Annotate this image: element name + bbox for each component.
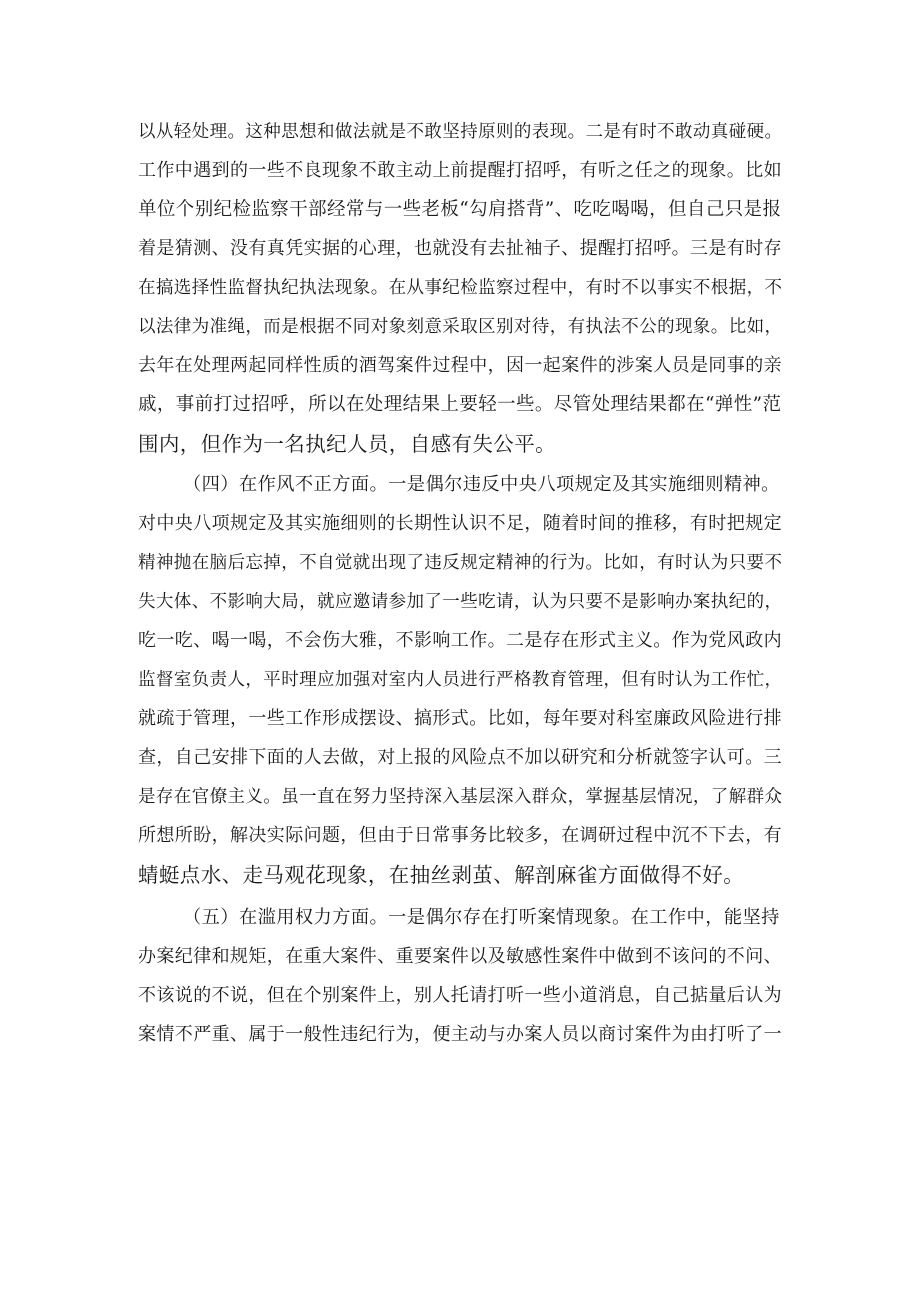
text-line: 是存在官僚主义。虽一直在努力坚持深入基层深入群众，掌握基层情况，了解群众: [138, 787, 783, 807]
text-line: 所想所盼，解决实际问题，但由于日常事务比较多，在调研过程中沉不下去，有: [138, 825, 782, 846]
text-line: 精神抛在脑后忘掉，不自觉就出现了违反规定精神的行为。比如，有时认为只要不: [138, 553, 783, 573]
text-line: 不该说的不说，但在个别案件上，别人托请打听一些小道消息，自己掂量后认为: [138, 985, 782, 1006]
text-line: 以法律为准绳，而是根据不同对象刻意采取区别对待，有执法不公的现象。比如，: [138, 317, 783, 337]
text-line: （四）在作风不正方面。一是偶尔违反中央八项规定及其实施细则精神。: [183, 474, 780, 495]
text-line: 围内，但作为一名执纪人员，自感有失公平。: [138, 432, 556, 456]
text-line: 办案纪律和规矩，在重大案件、重要案件以及敏感性案件中做到不该问的不问、: [138, 946, 782, 967]
text-line: 吃一吃、喝一喝，不会伤大雅，不影响工作。二是存在形式主义。作为党风政内: [138, 630, 782, 651]
text-line: 工作中遇到的一些不良现象不敢主动上前提醒打招呼，有听之任之的现象。比如: [138, 160, 782, 181]
text-line: 监督室负责人，平时理应加强对室内人员进行严格教育管理，但有时认为工作忙，: [138, 670, 783, 690]
text-line: 戚，事前打过招呼，所以在处理结果上要轻一些。尽管处理结果都在“弹性”范: [138, 394, 782, 415]
text-line: 在搞选择性监督执纪执法现象。在从事纪检监察过程中，有时不以事实不根据，不: [138, 278, 783, 298]
text-line: 去年在处理两起同样性质的酒驾案件过程中，因一起案件的涉案人员是同事的亲: [138, 355, 782, 376]
text-line: 失大体、不影响大局，就应邀请参加了一些吃请，认为只要不是影响办案执纪的，: [138, 592, 783, 612]
text-line: 查，自己安排下面的人去做，对上报的风险点不加以研究和分析就签字认可。三: [138, 747, 782, 768]
text-line: （五）在滥用权力方面。一是偶尔存在打听案情现象。在工作中，能坚持: [183, 907, 780, 928]
text-line: 着是猜测、没有真凭实据的心理，也就没有去扯袖子、提醒打招呼。三是有时存: [138, 238, 782, 259]
text-line: 以从轻处理。这种思想和做法就是不敢坚持原则的表现。二是有时不敢动真碰硬。: [138, 122, 783, 142]
text-line: 就疏于管理，一些工作形成摆设、搞形式。比如，每年要对科室廉政风险进行排: [138, 708, 782, 729]
text-line: 对中央八项规定及其实施细则的长期性认识不足，随着时间的推移，有时把规定: [138, 513, 782, 534]
text-line: 案情不严重、属于一般性违纪行为，便主动与办案人员以商讨案件为由打听了一: [138, 1024, 782, 1045]
text-line: 单位个别纪检监察干部经常与一些老板“勾肩搭背”、吃吃喝喝，但自己只是报: [138, 199, 782, 220]
text-line: 蜻蜓点水、走马观花现象，在抽丝剥茧、解剖麻雀方面做得不好。: [138, 863, 745, 887]
